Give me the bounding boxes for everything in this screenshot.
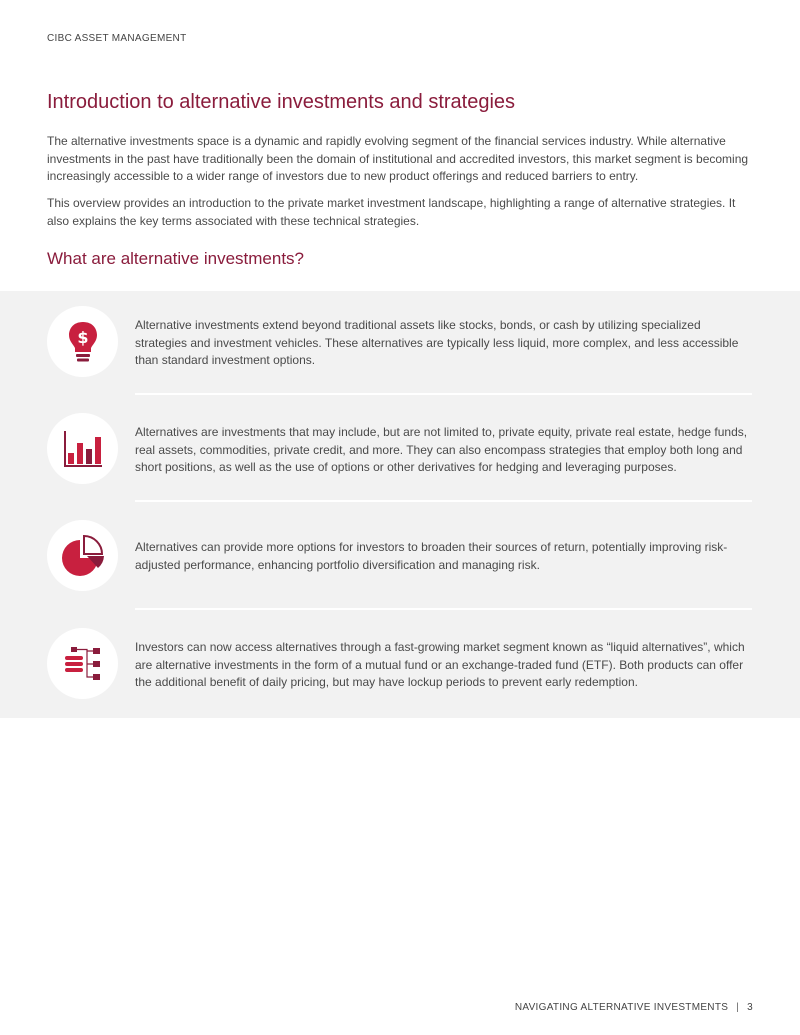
bar-chart-icon (47, 413, 118, 484)
hierarchy-list-icon (47, 628, 118, 699)
intro-paragraph-1: The alternative investments space is a dynamic and rapidly evolving segment of the financial services industry. While alternative investments in the past have traditionally been the domain of institutional and accredited investors, this market segment is becoming increasingly accessible to a wider range of investors due to new product offerings and reduced barriers to entry. (47, 134, 749, 183)
divider (135, 608, 752, 610)
svg-text:$: $ (76, 327, 89, 347)
item-3-text: Alternatives can provide more options for investors to broaden their sources of return, potentially improving risk-adjusted performance, enhancing portfolio diversification and managing risk. (135, 540, 728, 572)
item-4-text: Investors can now access alternatives through a fast-growing market segment known as “liquid alternatives”, which are alternative investments in the form of a mutual fund or an exchange-traded fund (ETF). Both products can offer the additional benefit of daily pricing, but may have lockup periods to prevent early redemption. (135, 640, 745, 689)
page-title: Introduction to alternative investments and strategies (47, 91, 516, 113)
page-footer (515, 1002, 753, 1013)
item-1-text: Alternative investments extend beyond traditional assets like stocks, bonds, or cash by utilizing specialized strategies and investment vehicles. These alternatives are typically less liquid, more complex, and less accessible than standard investment options. (135, 318, 739, 367)
section-title: What are alternative investments? (47, 249, 305, 268)
intro-paragraph-2: This overview provides an introduction to the private market investment landscape, highlighting a range of alternative strategies. It also explains the key terms associated with these technical strategies. (47, 196, 736, 228)
divider (135, 393, 752, 395)
header-org-name: CIBC ASSET MANAGEMENT (47, 33, 187, 44)
footer-separator: | (736, 1002, 740, 1013)
pie-chart-icon (47, 520, 118, 591)
item-2-text: Alternatives are investments that may include, but are not limited to, private equity, private real estate, hedge funds, real assets, commodities, private credit, and more. They can also encompass strategies that employ both long and short positions, as well as the use of options or other derivatives for hedging and leveraging purposes. (135, 425, 748, 474)
page-number: 3 (747, 1002, 753, 1013)
info-panel (0, 291, 800, 718)
lightbulb-dollar-icon (47, 306, 118, 377)
divider (135, 500, 752, 502)
footer-doc-title: NAVIGATING ALTERNATIVE INVESTMENTS (514, 1002, 729, 1013)
